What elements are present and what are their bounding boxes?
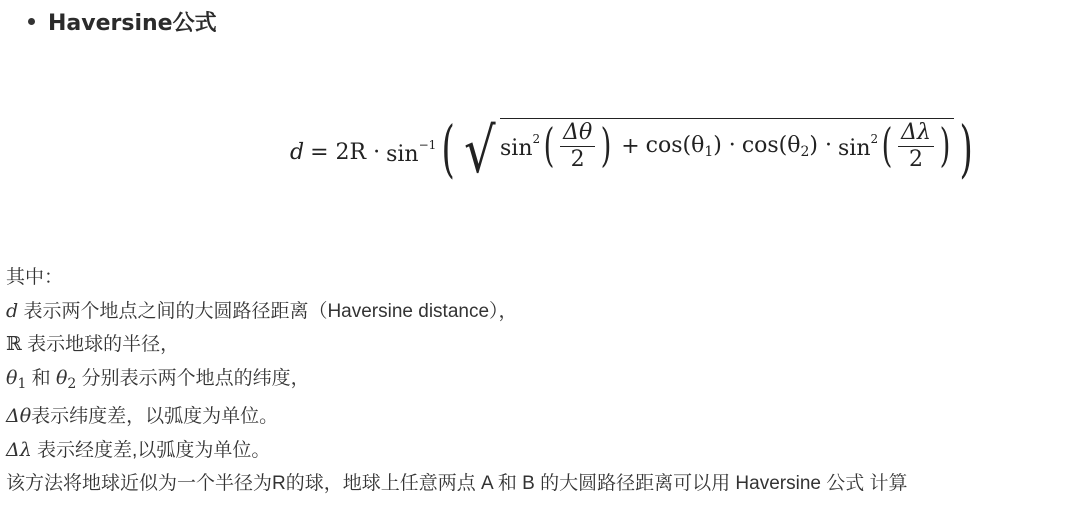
desc-line-d: d 表示两个地点之间的大圆路径距离（Haversine distance）， bbox=[6, 299, 518, 322]
heading-text: Haversine公式 bbox=[48, 11, 217, 36]
desc-line-delta-lambda: Δλ 表示经度差,以弧度为单位。 bbox=[6, 438, 271, 461]
formula-lhs: d bbox=[290, 139, 305, 165]
fraction-delta-lambda: $\frac{\Delta\lambda}{2}$ bbox=[898, 121, 934, 172]
section-heading bbox=[28, 6, 217, 37]
outer-right-paren: ) bbox=[959, 112, 973, 185]
desc-line-intro: 其中： bbox=[6, 267, 64, 288]
sqrt-expression bbox=[460, 114, 953, 187]
outer-left-paren: ( bbox=[441, 112, 456, 185]
desc-line-theta: $\theta_1$ 和 $\theta_2$ 分别表示两个地点的纬度， bbox=[6, 366, 310, 392]
bullet-icon bbox=[28, 18, 35, 25]
formula-description bbox=[6, 262, 908, 500]
cos-theta2: $\cos(\theta_2)$ · bbox=[741, 133, 832, 160]
sqrt-icon: √ bbox=[464, 114, 497, 187]
desc-line-r: ℝ 表示地球的半径， bbox=[6, 333, 180, 356]
formula-plus: + bbox=[621, 134, 640, 159]
desc-line-delta-theta: Δθ表示纬度差，以弧度为单位。 bbox=[6, 405, 279, 428]
sqrt-body: $\sin^2$ ( $\frac{\Delta\theta}{2}$ ) + $\cos(\theta_1)$ · $\cos(\theta_2)$ · $\sin^2$ ( $\frac{\Delta\lambda}{2}$ ) bbox=[500, 118, 954, 172]
sin-squared-2: $\sin^2$ bbox=[838, 132, 879, 161]
fraction-delta-theta: $\frac{\Delta\theta}{2}$ bbox=[560, 121, 595, 172]
sin-squared-1: $\sin^2$ bbox=[500, 132, 541, 161]
desc-line-summary: 该方法将地球近似为一个半径为R的球，地球上任意两点 A 和 B 的大圆路径距离可以用 Haversine 公式 计算 bbox=[6, 472, 908, 494]
haversine-formula bbox=[290, 112, 978, 192]
formula-eq: = 2R · bbox=[310, 139, 381, 165]
formula-arcsin: $\sin^{-1}$ bbox=[386, 137, 437, 167]
cos-theta1: $\cos(\theta_1)$ · bbox=[645, 133, 736, 160]
